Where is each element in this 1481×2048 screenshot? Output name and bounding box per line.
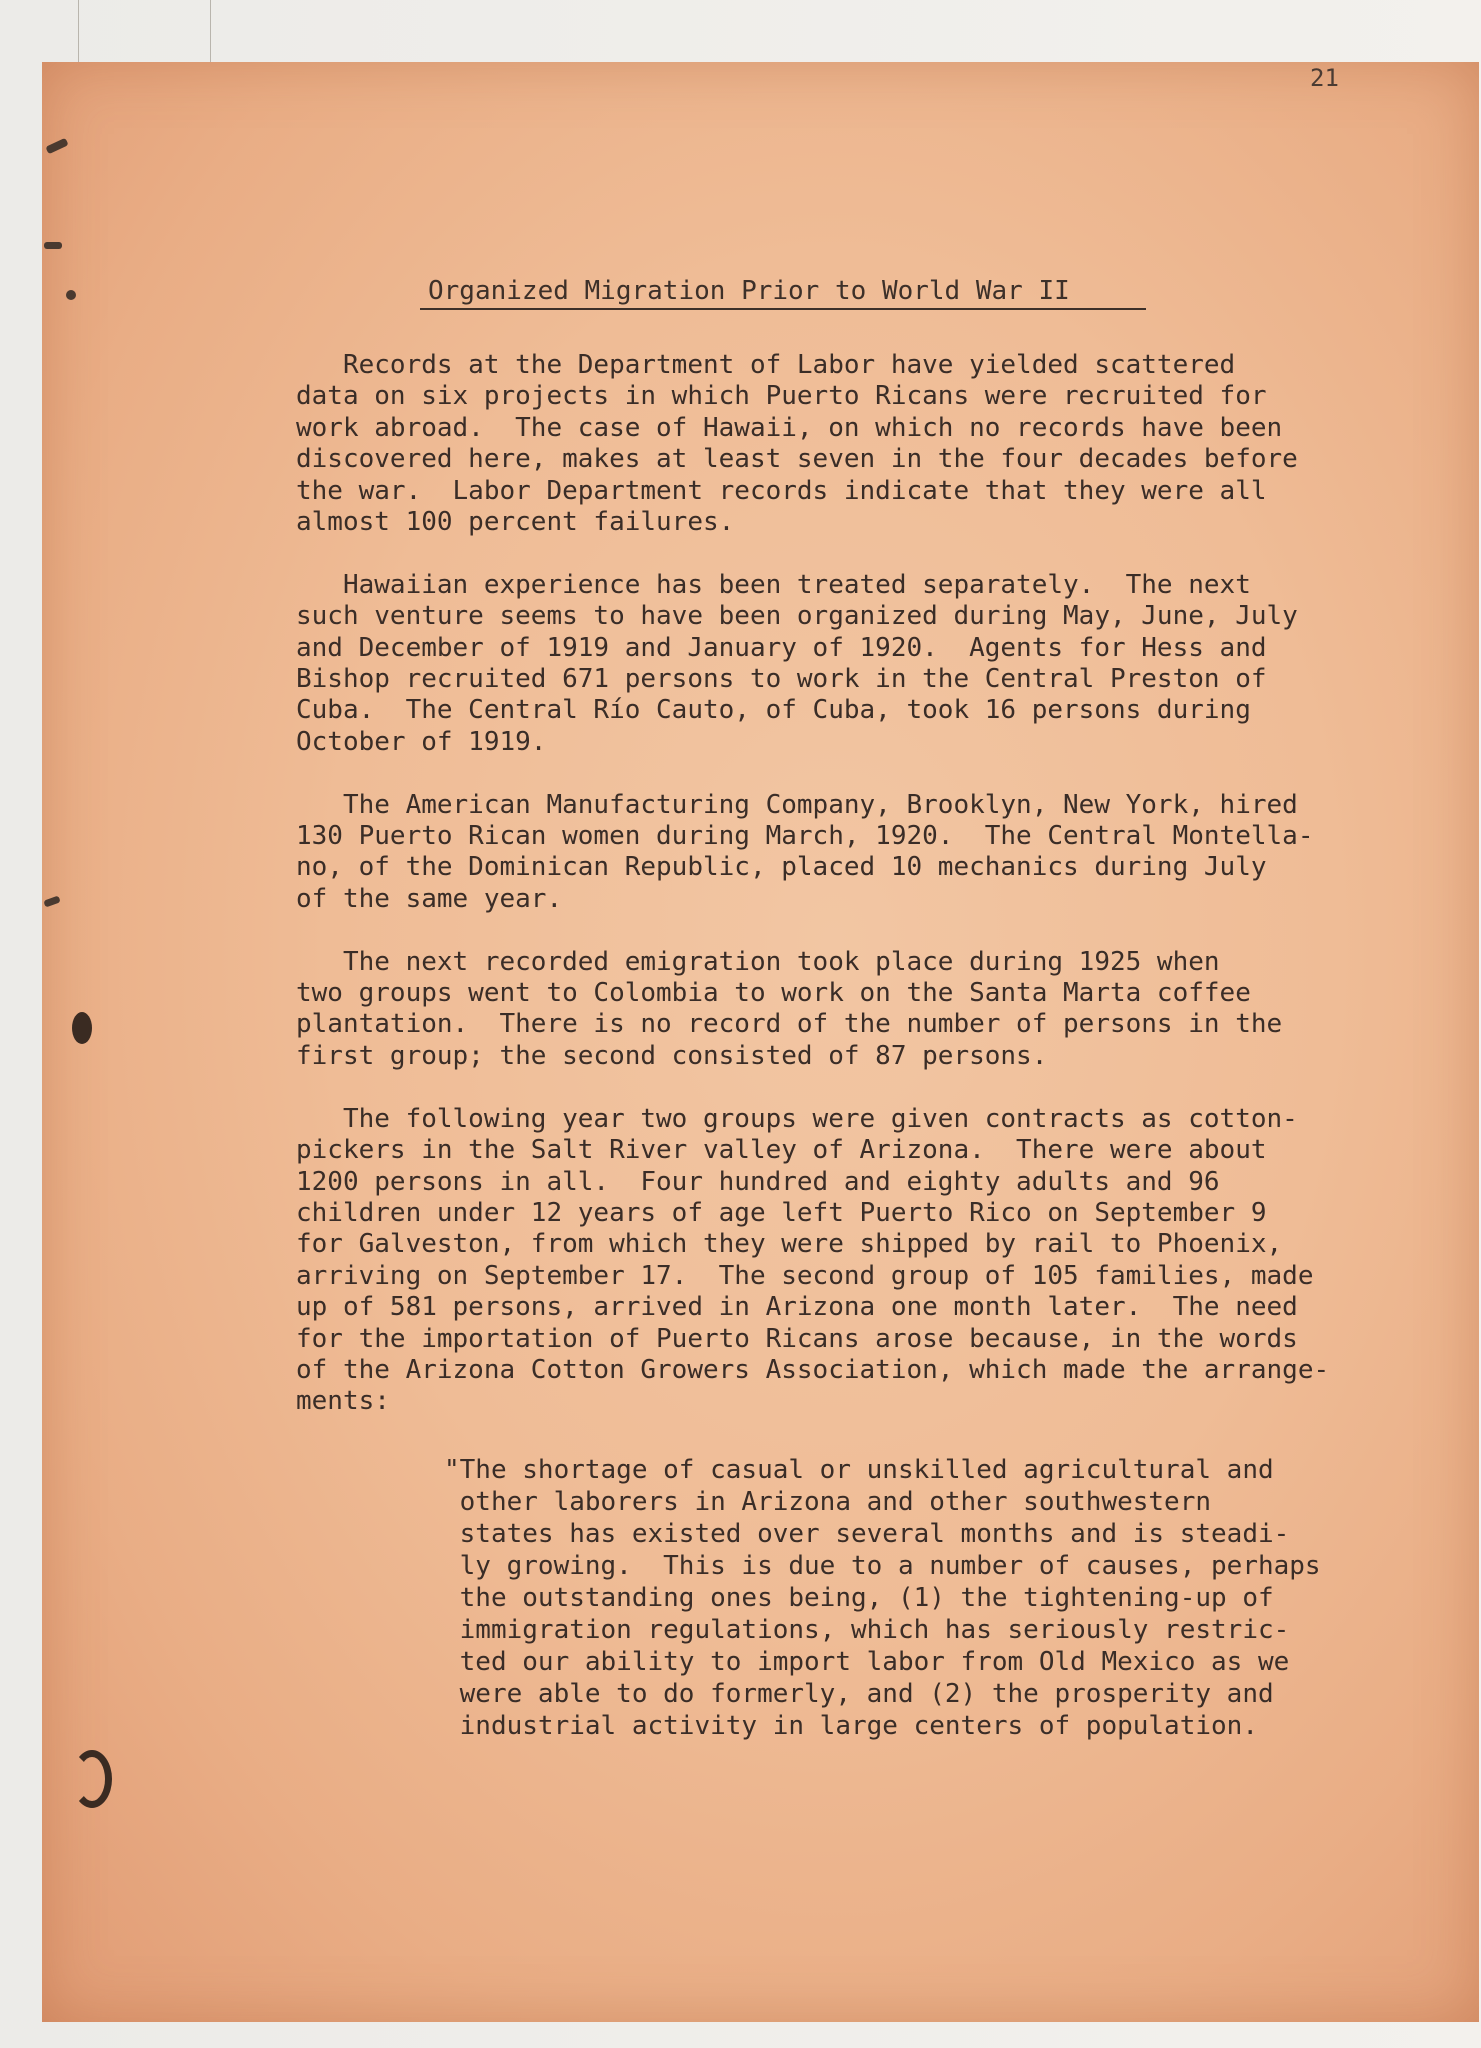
binding-mark <box>66 290 76 300</box>
body-text <box>296 350 1336 1449</box>
block-quote: "The shortage of casual or unskilled agricultural and other laborers in Arizona and other southwestern states has existed over several months and is steadi- ly growing. This is due to a number of causes, perhaps the outstanding ones being, (1) the tightening-up of immigration regulations, which has seriously restric- ted our ability to import labor from Old Mexico as we were able to do formerly, and (2) the prosperity and industrial activity in large centers of population. <box>444 1455 1321 1741</box>
punch-hole <box>72 1012 92 1044</box>
heading-underline <box>420 308 1146 310</box>
paragraph: Records at the Department of Labor have yielded scattered data on six projects in which Puerto Ricans were recruited for work abroad. The case of Hawaii, on which no records have been discovered here, makes at least seven in the four decades before the war. Labor Department records indicate that they were all almost 100 percent failures. <box>296 350 1298 538</box>
paragraph: Hawaiian experience has been treated separately. The next such venture seems to have been organized during May, June, July and December of 1919 and January of 1920. Agents for Hess and Bishop recruited 671 persons to work in the Central Preston of Cuba. The Central Río Cauto, of Cuba, took 16 persons during October of 1919. <box>296 569 1298 757</box>
paragraph: The following year two groups were given contracts as cotton- pickers in the Salt River valley of Arizona. There were about 1200 persons in all. Four hundred and eighty adults and 96 children under 12 years of age left Puerto Rico on September 9 for Galveston, from which they were shipped by rail to Phoenix, arriving on September 17. The second group of 105 families, made up of 581 persons, arrived in Arizona one month later. The need for the importation of Puerto Ricans arose because, in the words of the Arizona Cotton Growers Association, which made the arrange- ments: <box>296 1103 1330 1417</box>
margin-rule <box>78 0 79 70</box>
binding-mark <box>45 138 68 155</box>
binding-mark <box>44 242 62 249</box>
paragraph: The American Manufacturing Company, Brooklyn, New York, hired 130 Puerto Rican women during March, 1920. The Central Montella- no, of the Dominican Republic, placed 10 mechanics during July of the same year. <box>296 789 1314 914</box>
margin-rule <box>210 0 211 70</box>
page-number: 21 <box>1310 64 1339 92</box>
section-heading: Organized Migration Prior to World War II <box>428 276 1070 306</box>
paragraph: The next recorded emigration took place during 1925 when two groups went to Colombia to work on the Santa Marta coffee plantation. There is no record of the number of persons in the first group; the second consisted of 87 persons. <box>296 946 1283 1071</box>
punch-hole <box>72 1750 112 1808</box>
binding-mark <box>43 895 60 907</box>
